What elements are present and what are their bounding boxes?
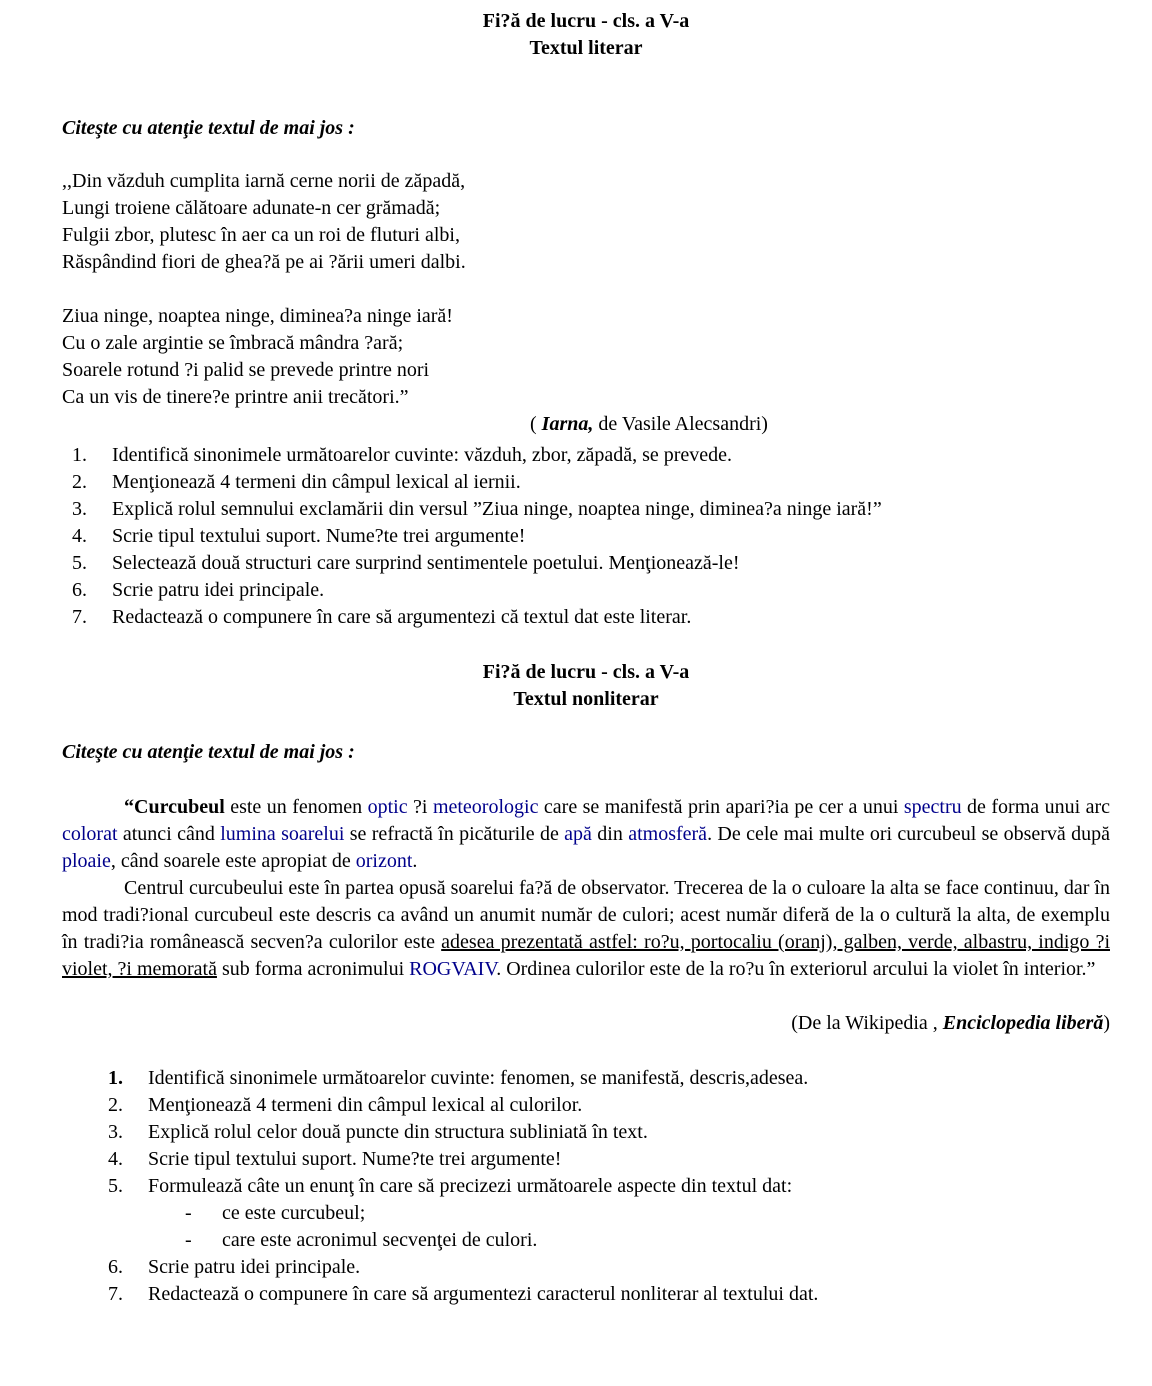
task-text: Menţionează 4 termeni din câmpul lexical al iernii. — [112, 471, 521, 493]
task-number: 7. — [108, 1283, 123, 1305]
poem-line: ,,Din văzduh cumplita iarnă cerne norii de zăpadă, — [62, 170, 466, 192]
poem-line: Răspândind fiori de ghea?ă pe ai ?ării umeri dalbi. — [62, 251, 466, 273]
subtask-text: ce este curcubeul; — [222, 1202, 366, 1224]
task-row — [72, 496, 1110, 523]
task-text: Scrie patru idei principale. — [112, 579, 325, 601]
task-text: Formulează câte un enunţ în care să precizezi următoarele aspecte din textul dat: — [148, 1175, 793, 1197]
task-number: 4. — [72, 525, 87, 547]
subtask-dash: - — [185, 1202, 192, 1224]
link-meteorologic[interactable]: meteorologic — [432, 796, 539, 818]
task-row — [72, 550, 1110, 577]
task-text: Explică rolul celor două puncte din structura subliniată în text. — [148, 1121, 648, 1143]
link-apa[interactable]: apă — [564, 823, 592, 845]
paragraph-text: . De cele mai multe ori curcubeul se observă după — [707, 823, 1111, 845]
task-row — [108, 1065, 1110, 1092]
task-text: Identifică sinonimele următoarelor cuvinte: fenomen, se manifestă, descris,adesea. — [148, 1067, 809, 1089]
paragraph-text: , când soarele este apropiat de — [110, 850, 356, 872]
poem-line: Lungi troiene călătoare adunate-n cer grămadă; — [62, 197, 441, 219]
task-number: 3. — [72, 498, 87, 520]
section2-title-line2: Textul nonliterar — [513, 688, 659, 710]
paragraph-text: se refractă în picăturile de — [344, 823, 565, 845]
paragraph-text: atunci când — [117, 823, 221, 845]
task-row — [72, 604, 1110, 631]
section1-title-line2: Textul literar — [529, 37, 643, 59]
poem-stanza-2 — [62, 303, 1110, 411]
poem-line: Ca un vis de tinere?e printre anii trecători.” — [62, 386, 409, 408]
wikipedia-attribution — [62, 1010, 1110, 1037]
section1-task-list — [62, 442, 1110, 631]
paragraph-text: . — [412, 850, 418, 872]
task-number: 1. — [72, 444, 87, 466]
task-text: Scrie patru idei principale. — [148, 1256, 361, 1278]
task-number: 4. — [108, 1148, 123, 1170]
word-curcubeul-bold: “Curcubeul — [124, 796, 225, 818]
subtask-row — [108, 1200, 1110, 1227]
poem-attribution — [62, 411, 1110, 438]
section2-title-block — [62, 659, 1110, 713]
task-text: Menţionează 4 termeni din câmpul lexical al culorilor. — [148, 1094, 583, 1116]
paragraph-curcubeul-1 — [62, 794, 1110, 875]
paragraph-text: ?i — [407, 796, 433, 818]
subtask-text: care este acronimul secvenţei de culori. — [222, 1229, 538, 1251]
task-number: 6. — [72, 579, 87, 601]
task-number: 6. — [108, 1256, 123, 1278]
task-row — [108, 1173, 1110, 1200]
task-number: 1. — [108, 1067, 123, 1089]
task-row — [72, 442, 1110, 469]
task-number: 3. — [108, 1121, 123, 1143]
link-rogvaiv[interactable]: ROGVAIV — [409, 958, 497, 980]
task-text: Identifică sinonimele următoarelor cuvinte: văzduh, zbor, zăpadă, se prevede. — [112, 444, 733, 466]
section2-instruction: Citeşte cu atenţie textul de mai jos : — [62, 741, 355, 763]
link-atmosfera[interactable]: atmosferă — [628, 823, 708, 845]
poem-line: Soarele rotund ?i palid se prevede printre nori — [62, 359, 430, 381]
paragraph-text: este un fenomen — [224, 796, 368, 818]
paragraph-text: sub forma acronimului — [216, 958, 410, 980]
attribution-open: ( — [530, 413, 542, 435]
link-ploaie[interactable]: ploaie — [62, 850, 111, 872]
poem-line: Cu o zale argintie se îmbracă mândra ?ară; — [62, 332, 404, 354]
task-row — [108, 1254, 1110, 1281]
section1-title-block — [62, 8, 1110, 62]
task-row — [108, 1092, 1110, 1119]
task-number: 7. — [72, 606, 87, 628]
task-number: 5. — [108, 1175, 123, 1197]
subtask-dash: - — [185, 1229, 192, 1251]
attribution-open: (De la Wikipedia , — [791, 1012, 943, 1034]
poem-line: Fulgii zbor, plutesc în aer ca un roi de fluturi albi, — [62, 224, 460, 246]
task-text: Scrie tipul textului suport. Nume?te trei argumente! — [112, 525, 526, 547]
task-row — [72, 469, 1110, 496]
link-optic[interactable]: optic — [367, 796, 408, 818]
subtask-row — [108, 1227, 1110, 1254]
task-number: 5. — [72, 552, 87, 574]
link-lumina-soarelui[interactable]: lumina soarelui — [220, 823, 345, 845]
task-number: 2. — [72, 471, 87, 493]
attribution-author: de Vasile Alecsandri) — [593, 413, 768, 435]
poem-stanza-1 — [62, 168, 1110, 276]
link-colorat[interactable]: colorat — [62, 823, 118, 845]
paragraph-text: din — [591, 823, 629, 845]
attribution-enciclopedia: Enciclopedia liberă — [942, 1012, 1104, 1034]
task-text: Redactează o compunere în care să argumentezi că textul dat este literar. — [112, 606, 692, 628]
underlined-color-sequence: adesea prezentată astfel: ro?u, portocaliu (oranj), galben, verde, albastru, indigo ?i violet, ?i memorată — [62, 931, 1110, 980]
task-text: Explică rolul semnului exclamării din versul ”Ziua ninge, noaptea ninge, diminea?a ninge iară!” — [112, 498, 882, 520]
task-text: Selectează două structuri care surprind sentimentele poetului. Menţionează-le! — [112, 552, 740, 574]
link-spectru[interactable]: spectru — [903, 796, 962, 818]
section2-task-list — [62, 1065, 1110, 1308]
paragraph-text: Centrul curcubeului este în partea opusă soarelui fa?ă de observator. Trecerea de la o culoare la alta se face continuu, dar în mod tradi?ional curcubeul este descris ca având un anumit număr de culori; acest număr diferă de la o cultură la alta, de exemplu în tradi?ia românească secven?a culorilor este — [62, 877, 1110, 953]
task-row — [108, 1146, 1110, 1173]
link-orizont[interactable]: orizont — [355, 850, 413, 872]
section2-title-line1: Fi?ă de lucru - cls. a V-a — [482, 661, 690, 683]
poem — [62, 168, 1110, 411]
task-text: Scrie tipul textului suport. Nume?te trei argumente! — [148, 1148, 562, 1170]
paragraph-text: . Ordinea culorilor este de la ro?u în exteriorul arcului la violet în interior.” — [496, 958, 1096, 980]
task-row — [72, 523, 1110, 550]
section1-instruction: Citeşte cu atenţie textul de mai jos : — [62, 117, 355, 139]
paragraph-curcubeul-2 — [62, 875, 1110, 983]
paragraph-text: de forma unui arc — [961, 796, 1110, 818]
task-row — [108, 1281, 1110, 1308]
task-row — [72, 577, 1110, 604]
task-text: Redactează o compunere în care să argumentezi caracterul nonliterar al textului dat. — [148, 1283, 819, 1305]
task-number: 2. — [108, 1094, 123, 1116]
section1-title-line1: Fi?ă de lucru - cls. a V-a — [482, 10, 690, 32]
poem-title-iarna: Iarna, — [541, 413, 594, 435]
attribution-close: ) — [1103, 1012, 1110, 1034]
task-row — [108, 1119, 1110, 1146]
paragraph-text: care se manifestă prin apari?ia pe cer a unui — [538, 796, 904, 818]
poem-line: Ziua ninge, noaptea ninge, diminea?a ninge iară! — [62, 305, 453, 327]
